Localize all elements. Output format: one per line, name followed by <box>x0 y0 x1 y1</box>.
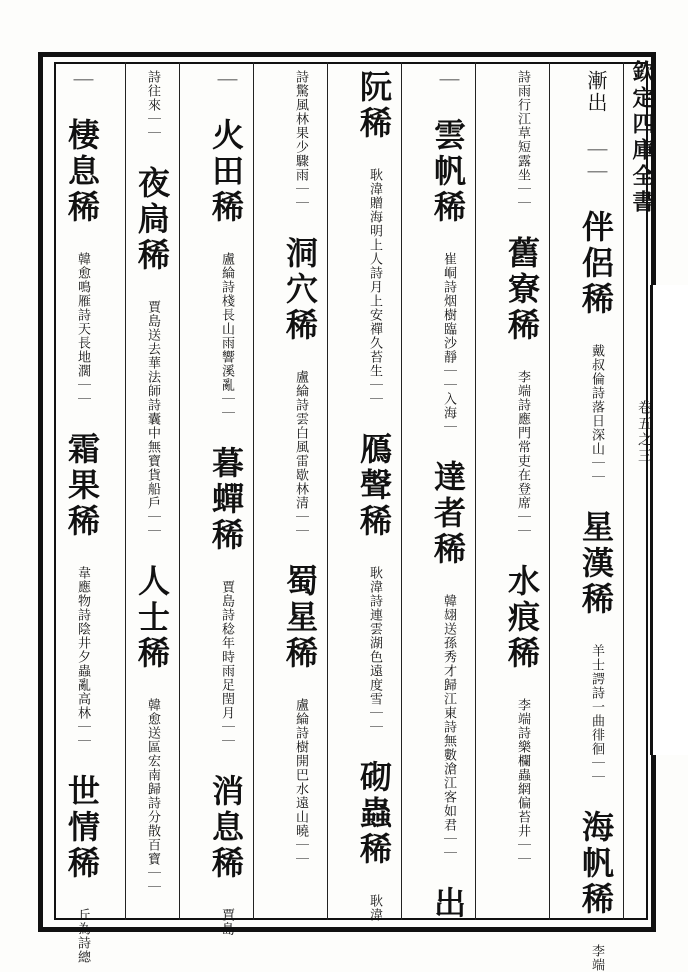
entry-note: 盧綸詩雲白風雷歇林清｜｜ <box>293 370 308 538</box>
volume-mark: 卷五之三 <box>636 400 652 464</box>
entry-term: 棲息稀 <box>63 118 101 226</box>
entry-note: 李端詩樂欄蟲網偏苔井｜｜ <box>515 698 530 866</box>
text-column-5 <box>274 62 328 920</box>
column-lead: ｜ <box>70 70 94 92</box>
entry-term: 洞穴稀 <box>281 236 319 344</box>
entry-term: 暮蟬稀 <box>207 446 245 554</box>
entry-term: 消息稀 <box>207 774 245 882</box>
column-lead: ｜ <box>436 70 460 92</box>
entry-note: 羊士諤詩一曲徘徊｜｜ <box>589 644 604 784</box>
entry-term: 伴侶稀 <box>577 210 615 318</box>
text-column-6 <box>200 62 254 936</box>
text-column-1 <box>570 62 624 972</box>
entry-note: 韋應物詩陰井夕蟲亂高林｜｜ <box>75 566 90 748</box>
entry-term: 夜扃稀 <box>133 166 171 274</box>
entry-term: 世情稀 <box>63 774 101 882</box>
entry-term: 阮稀 <box>355 70 393 142</box>
entry-note: 賈島送去華法師詩囊中無寶貨船戶｜｜ <box>145 300 160 538</box>
column-lead: ｜ <box>214 70 238 92</box>
entry-note: 韓愈鳴雁詩天長地濶｜｜ <box>75 252 90 406</box>
entry-term: 出 <box>429 886 467 922</box>
entry-note: 耿湋贈海明上人詩月上安禪久苔生｜｜ <box>367 168 382 406</box>
entry-term: 砌蟲稀 <box>355 760 393 868</box>
entry-term: 火田稀 <box>207 118 245 226</box>
entry-note: 盧綸詩樹開巴水遠山曉｜｜ <box>293 698 308 866</box>
text-column-2 <box>496 62 550 920</box>
column-lead: 漸出 ｜｜ <box>584 70 608 184</box>
entry-note: 耿湋 <box>367 894 382 922</box>
text-column-7 <box>126 62 180 920</box>
text-column-4 <box>348 62 402 920</box>
entry-note: 丘為詩總 <box>75 908 90 964</box>
entry-term: 舊寮稀 <box>503 236 541 344</box>
entry-note: 賈島 <box>219 908 234 936</box>
entry-term: 海帆稀 <box>577 810 615 918</box>
entry-term: 霜果稀 <box>63 432 101 540</box>
book-title: 欽定四庫全書 <box>629 60 655 216</box>
entry-term: 雲帆稀 <box>429 118 467 226</box>
entry-note: 李端 <box>589 944 604 972</box>
entry-term: 鴈聲稀 <box>355 432 393 540</box>
page-edge <box>650 285 688 755</box>
entry-note: 韓愈送區宏南歸詩分散百寶｜｜ <box>145 698 160 894</box>
column-lead: 詩驚風林果少驟雨｜｜ <box>293 70 308 210</box>
entry-term: 人士稀 <box>133 564 171 672</box>
entry-note: 盧綸詩棧長山雨響溪亂｜｜ <box>219 252 234 420</box>
entry-term: 達者稀 <box>429 460 467 568</box>
column-lead: 詩雨行江草短露坐｜｜ <box>515 70 530 210</box>
entry-term: 星漢稀 <box>577 510 615 618</box>
entry-note: 戴叔倫詩落日深山｜｜ <box>589 344 604 484</box>
entry-note: 韓翃送孫秀才歸江東詩無數滄江客如君｜｜ <box>441 594 456 860</box>
text-column-3 <box>422 62 476 920</box>
entry-note: 耿湋詩連雲湖色遠度雪｜｜ <box>367 566 382 734</box>
entry-term: 蜀星稀 <box>281 564 319 672</box>
entry-note: 賈島詩稔年時雨足閏月｜｜ <box>219 580 234 748</box>
column-lead: 詩往來｜｜ <box>145 70 160 140</box>
entry-note: 崔峒詩烟樹臨沙靜｜｜入海｜ <box>441 252 456 434</box>
entry-term: 水痕稀 <box>503 564 541 672</box>
text-column-8 <box>56 62 126 964</box>
entry-note: 李端詩應門常吏在登席｜｜ <box>515 370 530 538</box>
